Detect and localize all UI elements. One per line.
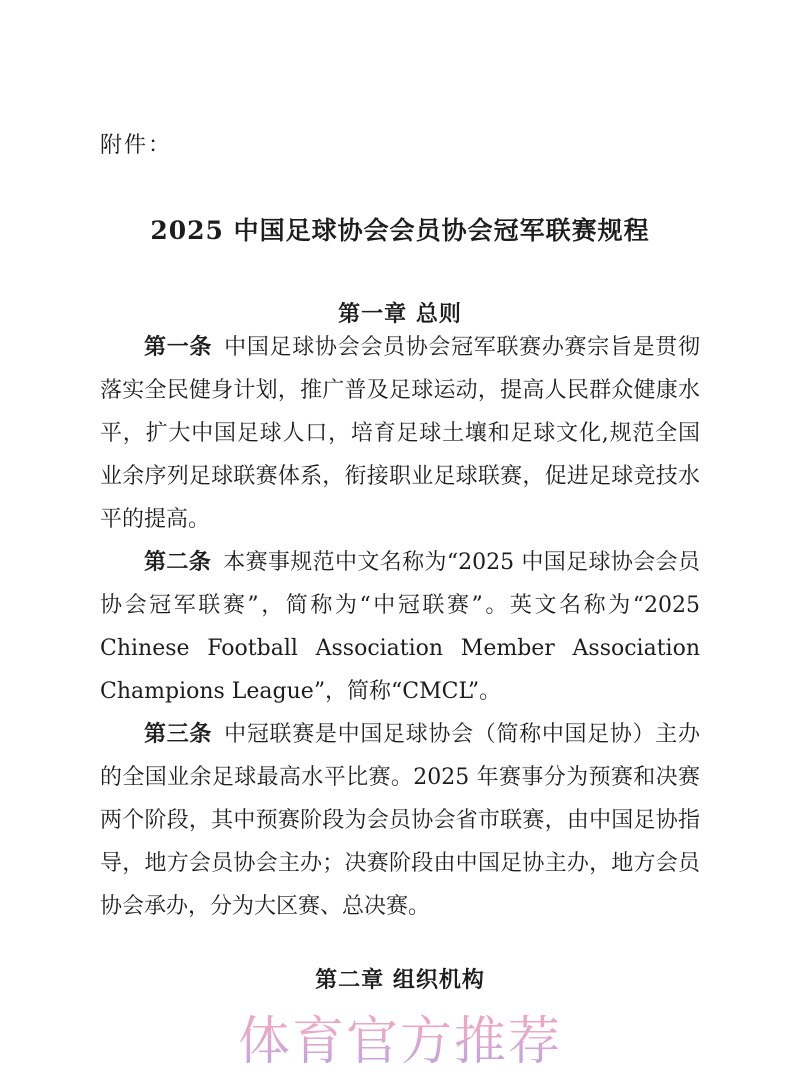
article-2-paragraph (100, 541, 700, 713)
chapter-2-heading: 第二章 组织机构 (315, 967, 485, 993)
article-3-number: 第三条 (144, 721, 213, 747)
document-title: 2025 中国足球协会会员协会冠军联赛规程 (150, 216, 650, 245)
chapter-1-heading: 第一章 总则 (338, 301, 462, 327)
article-2-number: 第二条 (144, 549, 212, 575)
article-1-text: 中国足球协会会员协会冠军联赛办赛宗旨是贯彻落实全民健身计划，推广普及足球运动，提高人民群众健康水平，扩大中国足球人口，培育足球土壤和足球文化,规范全国业余序列足球联赛体系，衔接职业足球联赛，促进足球竞技水平的提高。 (100, 335, 700, 532)
article-1-paragraph (100, 326, 700, 541)
article-3-paragraph (100, 713, 700, 928)
article-3-text: 中冠联赛是中国足球协会（简称中国足协）主办的全国业余足球最高水平比赛。2025 年赛事分为预赛和决赛两个阶段，其中预赛阶段为会员协会省市联赛，由中国足协指导，地方会员协会主办；决赛阶段由中国足协主办，地方会员协会承办，分为大区赛、总决赛。 (100, 722, 700, 919)
article-1-number: 第一条 (144, 334, 213, 360)
article-2-text: 本赛事规范中文名称为“2025 中国足球协会会员协会冠军联赛”，简称为“中冠联赛”。英文名称为“2025 Chinese Football Association Member Association Champions League”，简称“CMCL”。 (100, 550, 700, 704)
document-body (100, 326, 700, 928)
attachment-label: 附件： (100, 133, 173, 158)
watermark-text: 体育官方推荐 (0, 999, 800, 1074)
